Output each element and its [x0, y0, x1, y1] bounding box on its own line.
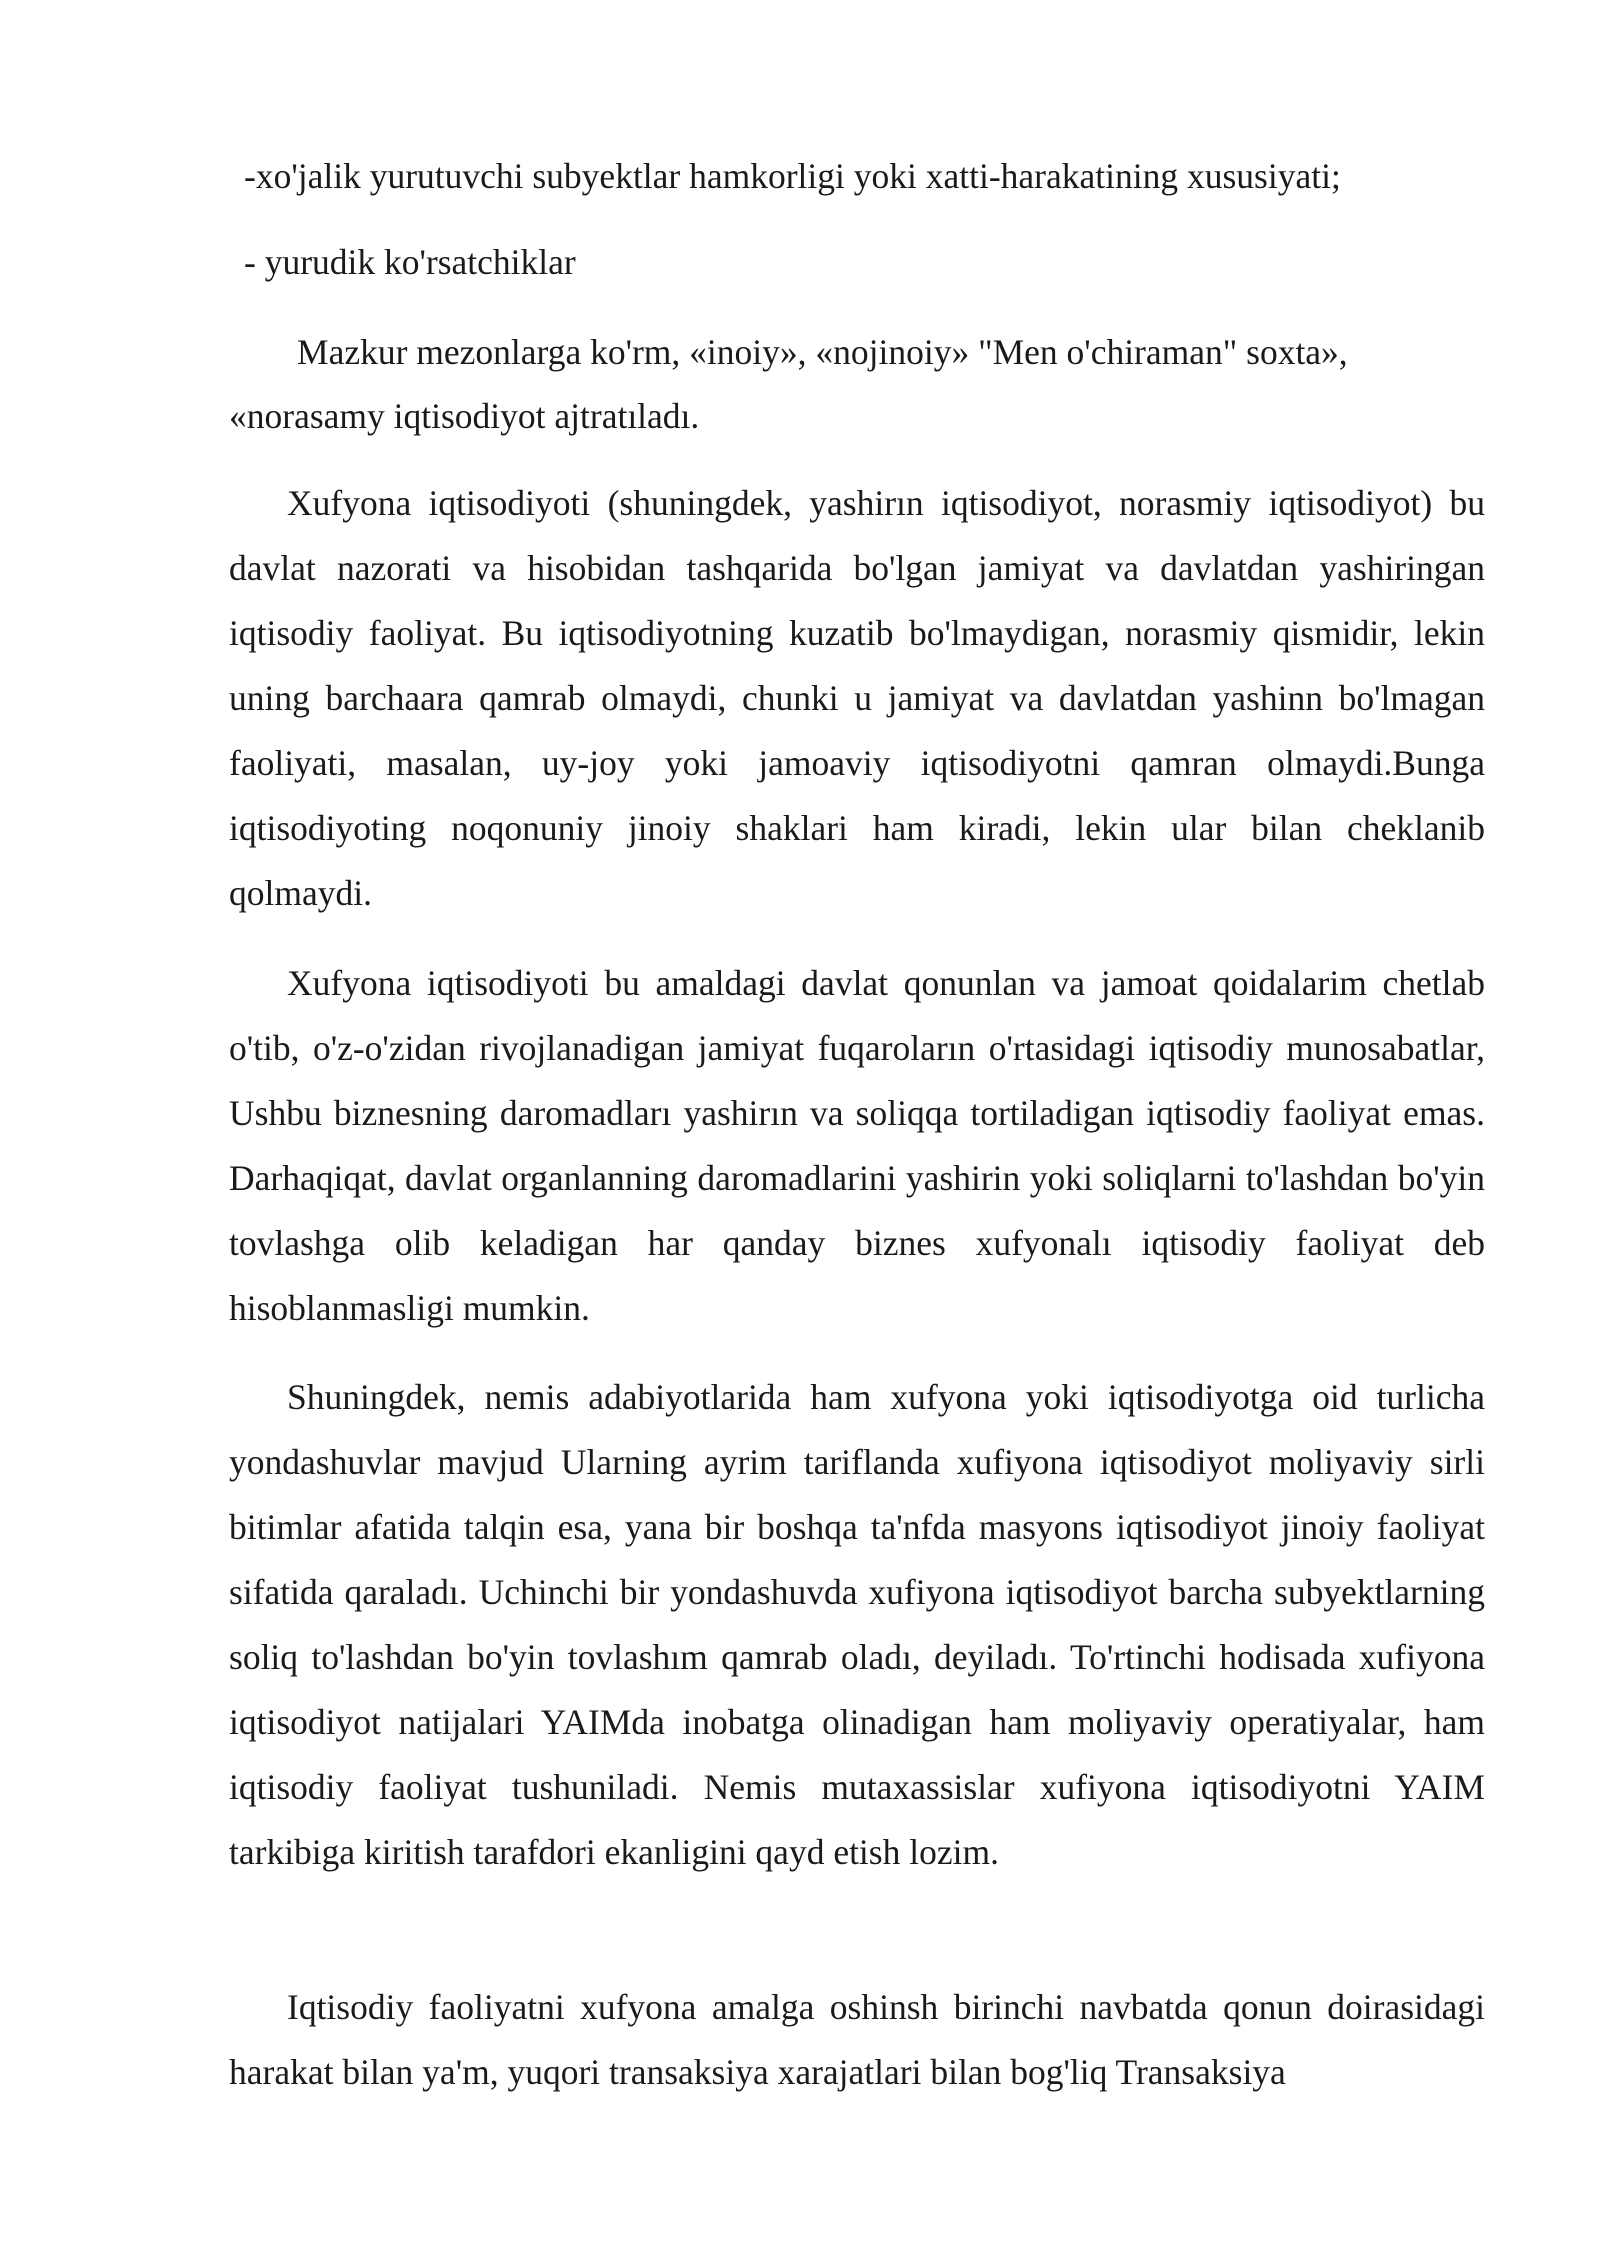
paragraph-criteria: Mazkur mezonlarga ko'rm, «inoiy», «nojinoiy» "Men o'chiraman" soxta», «norasamy iqtisodiyot ajtratıladı.: [229, 332, 1348, 436]
paragraph-transaction-costs: Iqtisodiy faoliyatni xufyona amalga oshinsh birinchi navbatda qonun doirasidagi harakat bilan ya'm, yuqori transaksiya xarajatlari bilan bog'liq Transaksiya: [229, 1987, 1485, 2092]
paragraph-german-literature: Shuningdek, nemis adabiyotlarida ham xufyona yoki iqtisodiyotga oid turlicha yondashuvlar mavjud Ularning ayrim tariflanda xufiyona iqtisodiyot moliyaviy sirli bitimlar afatida talqin esa, yana bir boshqa ta'nfda masyons iqtisodiyot jinoiy faoliyat sifatida qaraladı. Uchinchi bir yondashuvda xufiyona iqtisodiyot barcha subyektlarning soliq to'lashdan bo'yin tovlashım qamrab oladı, deyiladı. To'rtinchi hodisada xufiyona iqtisodiyot natijalari YAIMda inobatga olinadigan ham moliyaviy operatiyalar, ham iqtisodiy faoliyat tushuniladi. Nemis mutaxassislar xufiyona iqtisodiyotni YAIM tarkibiga kiritish tarafdori ekanligini qayd etish lozim.: [229, 1377, 1485, 1872]
paragraph-relations: Xufyona iqtisodiyoti bu amaldagi davlat qonunlan va jamoat qoidalarim chetlab o'tib, o'z-o'zidan rivojlanadigan jamiyat fuqaroların o'rtasidagi iqtisodiy munosabatlar, Ushbu biznesning daromadları yashirın va soliqqa tortiladigan iqtisodiy faoliyat emas. Darhaqiqat, davlat organlanning daromadlarini yashirin yoki soliqlarni to'lashdan bo'yin tovlashga olib keladigan har qanday biznes xufyonalı iqtisodiy faoliyat deb hisoblanmasligi mumkin.: [229, 963, 1485, 1328]
list-item: -xo'jalik yurutuvchi subyektlar hamkorligi yoki xatti-harakatining xususiyati;: [244, 156, 1341, 196]
list-item: - yurudik ko'rsatchiklar: [244, 242, 576, 282]
paragraph-definition: Xufyona iqtisodiyoti (shuningdek, yashirın iqtisodiyot, norasmiy iqtisodiyot) bu davlat nazorati va hisobidan tashqarida bo'lgan jamiyat va davlatdan yashiringan iqtisodiy faoliyat. Bu iqtisodiyotning kuzatib bo'lmaydigan, norasmiy qismidir, lekin uning barchaara qamrab olmaydi, chunki u jamiyat va davlatdan yashinn bo'lmagan faoliyati, masalan, uy-joy yoki jamoaviy iqtisodiyotni qamran olmaydi.Bunga iqtisodiyoting noqonuniy jinoiy shaklari ham kiradi, lekin ular bilan cheklanib qolmaydi.: [229, 483, 1485, 913]
